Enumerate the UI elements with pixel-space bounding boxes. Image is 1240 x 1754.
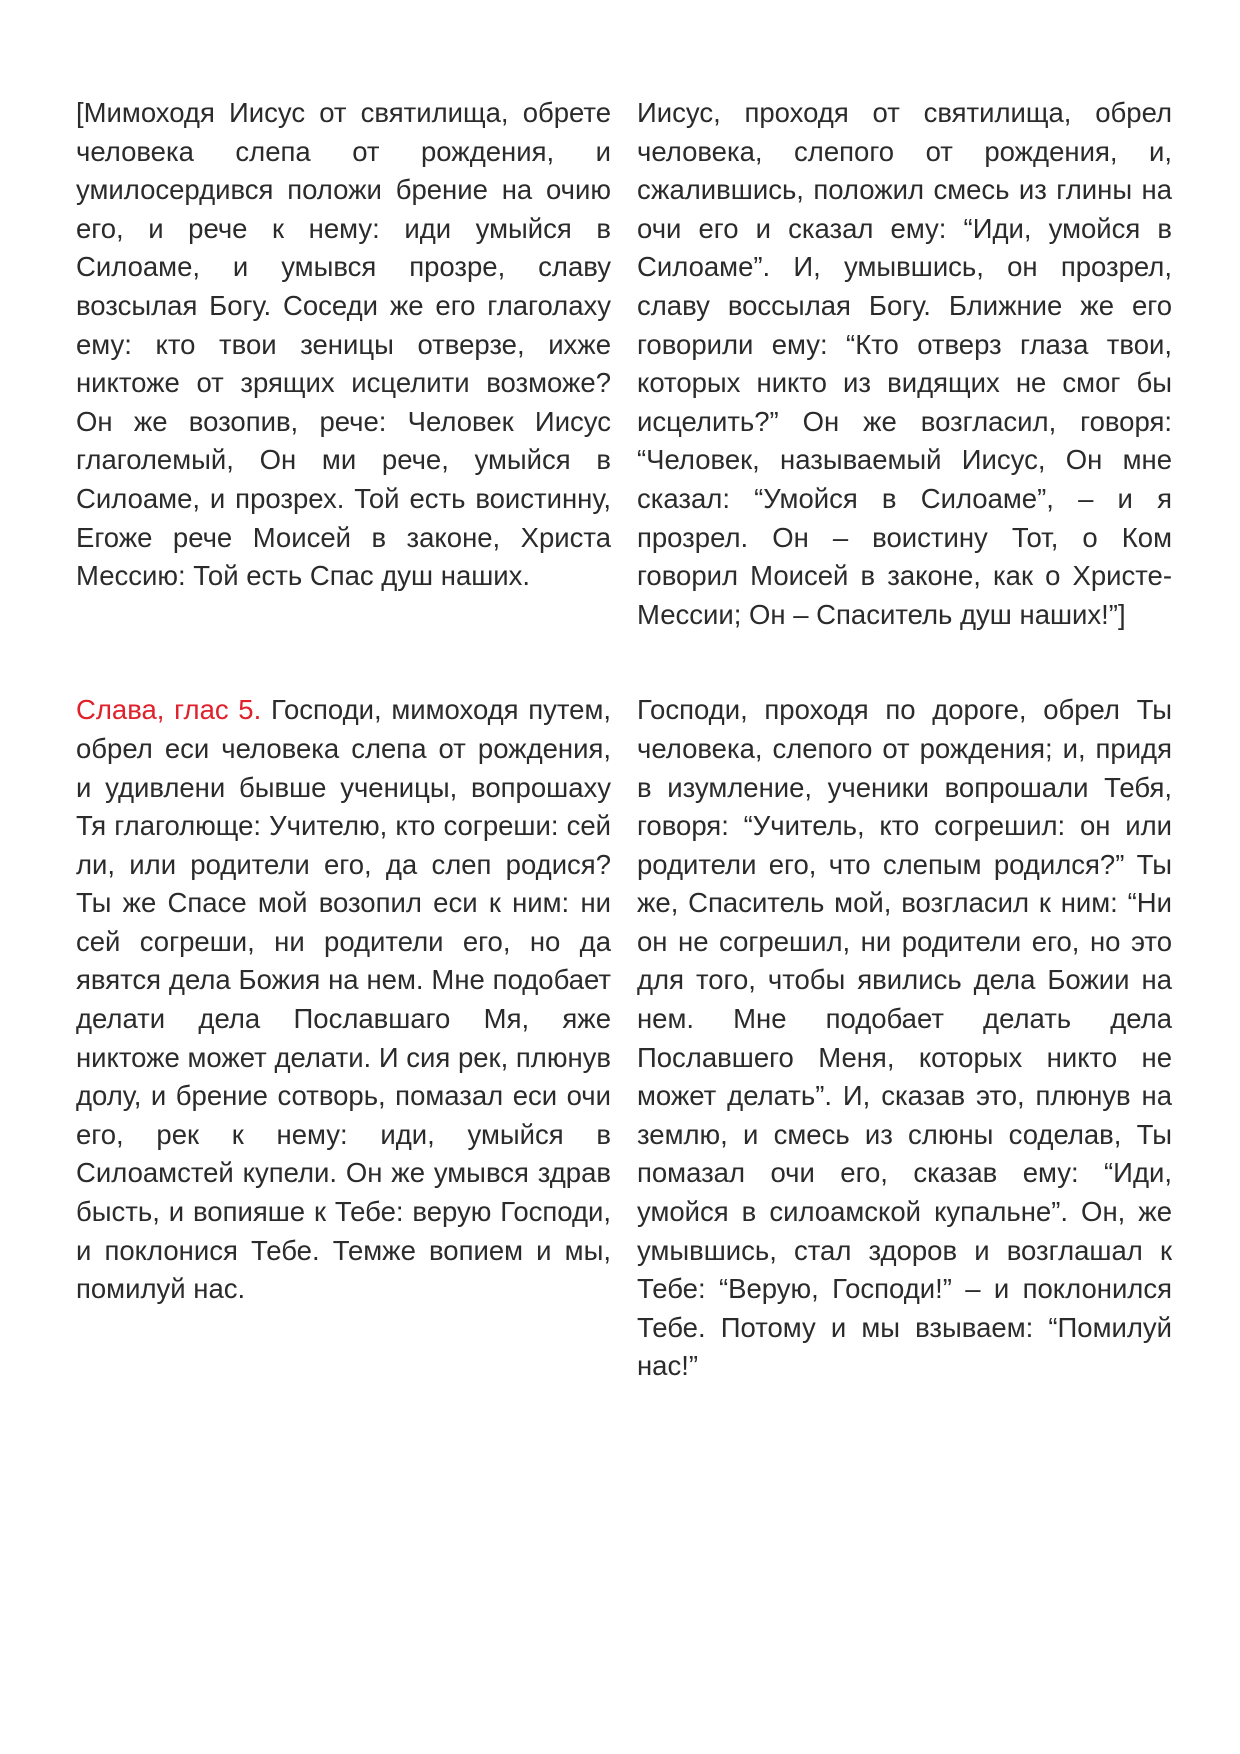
slavonic-text: [Мимоходя Иисус от святилища, обрете человека слепа от рождения, и умилосердився положи брение на очию его, и рече к нему: иди умыйся в Силоаме, и умывся прозре, славу возсылая Богу. Соседи же его глаголаху ему: кто твои зеницы отверзе, ихже никтоже от зрящих исцелити возможе? Он же возопив, рече: Человек Иисус глаголемый, Он ми рече, умыйся в Силоаме, и прозрех. Той есть воистинну, Егоже рече Моисей в законе, Христа Мессию: Той есть Спас душ наших. [76, 97, 611, 592]
russian-translation-column [637, 94, 1172, 634]
russian-translation-column [637, 691, 1172, 1386]
church-slavonic-column [76, 691, 611, 1309]
church-slavonic-column [76, 94, 611, 596]
translation-text: Иисус, проходя от святилища, обрел человека, слепого от рождения, и, сжалившись, положил смесь из глины на очи его и сказал ему: “Иди, умойся в Силоаме”. И, умывшись, он прозрел, славу воссылая Богу. Ближние же его говорили ему: “Кто отверз глаза твои, которых никто из видящих не смог бы исцелить?” Он же возгласил, говоря: “Человек, называемый Иисус, Он мне сказал: “Умойся в Силоаме”, – и я прозрел. Он – воистину Тот, о Ком говорил Моисей в законе, как о Христе-Мессии; Он – Спаситель душ наших!”] [637, 97, 1172, 630]
stanza-row-2 [76, 691, 1172, 1386]
document-page [76, 94, 1172, 1386]
stanza-row-1 [76, 94, 1172, 634]
rubric-heading: Слава, глас 5. [76, 694, 262, 726]
slavonic-text: Господи, мимоходя путем, обрел еси человека слепа от рождения, и удивлени бывше ученицы, вопрошаху Тя глаголюще: Учителю, кто согреши: сей ли, или родители его, да слеп родися? Ты же Спасе мой возопил еси к ним: ни сей согреши, ни родители его, но да явятся дела Божия на нем. Мне подобает делати дела Пославшаго Мя, яже никтоже может делати. И сия рек, плюнув долу, и брение сотворь, помазал еси очи его, рек к нему: иди, умыйся в Силоамстей купели. Он же умывся здрав бысть, и вопияше к Тебе: верую Господи, и поклонися Тебе. Темже вопием и мы, помилуй нас. [76, 694, 612, 1305]
translation-text: Господи, проходя по дороге, обрел Ты человека, слепого от рождения; и, придя в изумление, ученики вопрошали Тебя, говоря: “Учитель, кто согрешил: он или родители его, что слепым родился?” Ты же, Спаситель мой, возгласил к ним: “Ни он не согрешил, ни родители его, но это для того, чтобы явились дела Божии на нем. Мне подобает делать дела Пославшего Меня, которых никто не может делать”. И, сказав это, плюнув на землю, и смесь из слюны соделав, Ты помазал очи его, сказав ему: “Иди, умойся в силоамской купальне”. Он, же умывшись, стал здоров и возглашал к Тебе: “Верую, Господи!” – и поклонился Тебе. Потому и мы взываем: “Помилуй нас!” [637, 694, 1172, 1382]
